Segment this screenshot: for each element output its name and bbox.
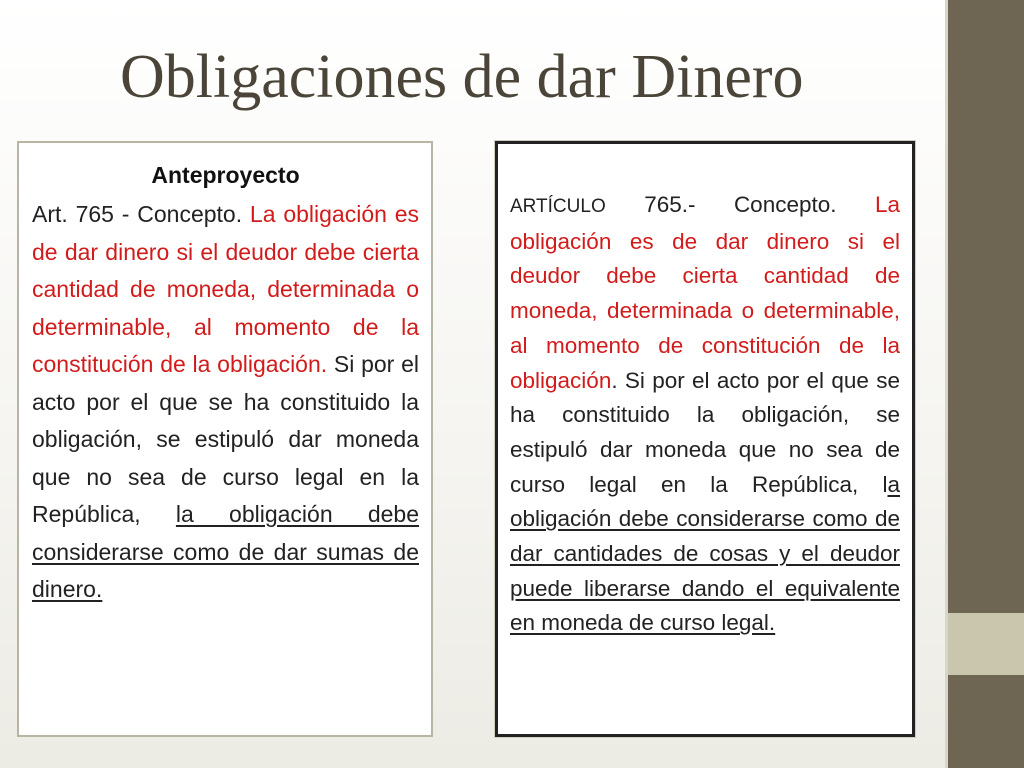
articulo-765-box [495,141,915,737]
article-intro: Art. 765 - Concepto. [32,201,250,227]
article-label: ARTÍCULO [510,196,606,217]
article-definition-highlight: La obligación es de dar dinero si el deudor debe cierta cantidad de moneda, determinada o determinable, al momento de constitución de la obligación [510,192,900,393]
article-conclusion-underlined: a obligación debe considerarse como de dar cantidades de cosas y el deudor puede liberarse dando el equivalente en moneda de curso legal. [510,471,900,636]
article-conclusion-underlined: la obligación debe considerarse como de dar sumas de dinero. [32,501,419,602]
slide-title: Obligaciones de dar Dinero [120,43,804,111]
anteproyecto-box [17,141,433,737]
article-intro: 765.- Concepto. [605,192,875,217]
article-condition: Si por el acto por el que se ha constituido la obligación, se estipuló dar moneda que no sea de curso legal en la República, [32,351,419,527]
article-condition: . Si por el acto por el que se ha constituido la obligación, se estipuló dar moneda que no sea de curso legal en la República, l [510,367,900,497]
article-definition-highlight: La obligación es de dar dinero si el deudor debe cierta cantidad de moneda, determinada o determinable, al momento de la constitución de la obligación. [32,201,419,377]
anteproyecto-article-text [32,196,419,609]
articulo-765-text [510,188,900,641]
side-accent-stripe [948,613,1024,675]
anteproyecto-heading: Anteproyecto [151,162,300,188]
